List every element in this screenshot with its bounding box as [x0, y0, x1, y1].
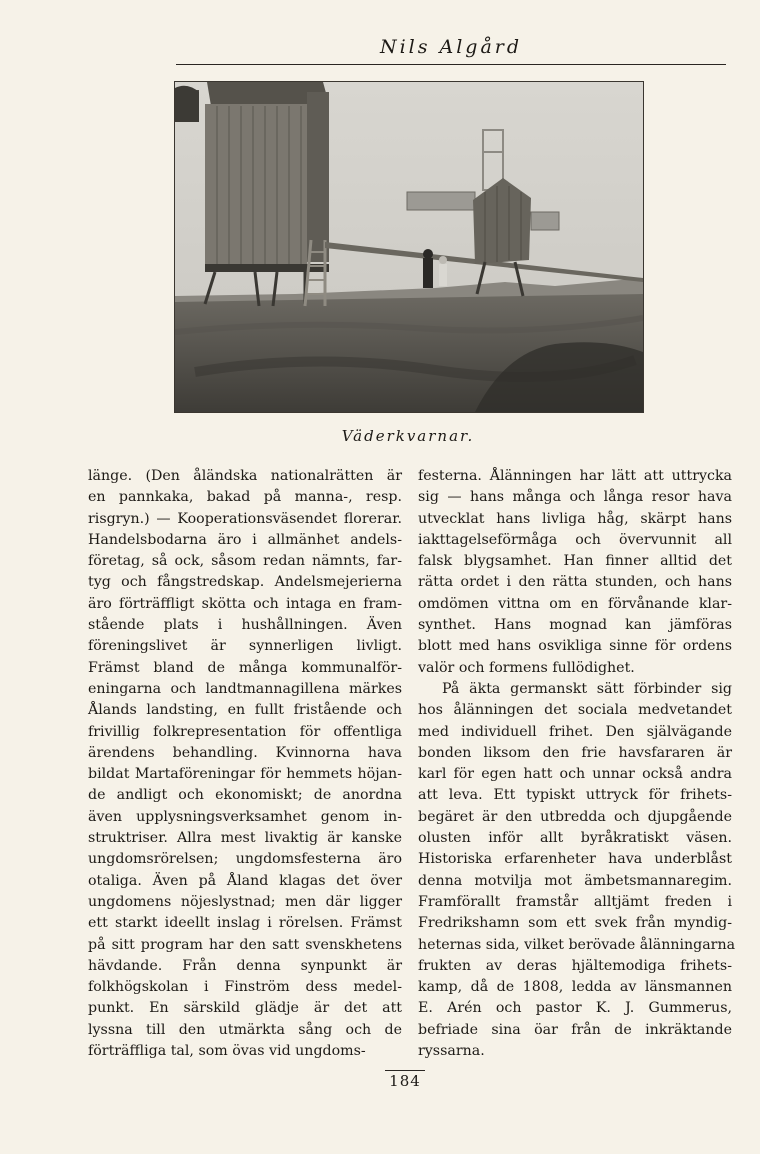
- text-line: stående plats i hushållningen. Även: [88, 617, 402, 634]
- text-line: ryssarna.: [418, 1043, 485, 1060]
- text-line: rätta ordet i den rätta stunden, och hans: [418, 574, 732, 591]
- text-line: tyg och fångstredskap. Andelsmejerierna: [88, 574, 402, 591]
- text-line: otaliga. Även på Åland klagas det över: [88, 872, 402, 889]
- text-line: på sitt program har den satt svenskhetens: [88, 936, 402, 953]
- text-line: föreningslivet är synnerligen livligt.: [88, 638, 402, 655]
- text-line: lyssna till den utmärkta sång och de: [88, 1021, 402, 1038]
- text-line: synthet. Hans mognad kan jämföras: [418, 617, 732, 634]
- text-line: karl för egen hatt och unnar också andra: [418, 766, 732, 783]
- windmill-photo-image: [175, 82, 643, 412]
- text-line: de andligt och ekonomiskt; de anordna: [88, 787, 402, 804]
- text-line: länge. (Den åländska nationalrätten är: [88, 468, 402, 484]
- text-line: ungdomsrörelsen; ungdomsfesterna äro: [88, 851, 402, 868]
- text-line: bonden liksom den frie havsfararen är: [418, 744, 732, 761]
- text-line: frukten av deras hjältemodiga frihets-: [418, 957, 732, 974]
- text-line: heternas sida, vilket berövade ålänningarna: [418, 936, 736, 953]
- text-line: omdömen vittna om en förvånande klar-: [418, 595, 732, 612]
- text-line: festerna. Ålänningen har lätt att uttrycka: [418, 468, 732, 484]
- text-line: struktriser. Allra mest livaktig är kanske: [88, 830, 402, 847]
- text-line: ärendens behandling. Kvinnorna hava: [88, 744, 402, 761]
- text-line: falsk blygsamhet. Han finner alltid det: [418, 553, 732, 570]
- text-line: Historiska erfarenheter hava underblåst: [418, 851, 732, 868]
- left-text-column: [88, 466, 402, 1062]
- running-title: Nils Algård: [379, 36, 523, 58]
- text-line: en pannkaka, bakad på manna-, resp.: [88, 489, 402, 506]
- text-line: Fredrikshamn som ett svek från myndig-: [418, 915, 732, 932]
- text-line: iakttagelseförmåga och övervunnit all: [418, 531, 732, 548]
- text-line: Framförallt framstår alltjämt freden i: [418, 893, 732, 910]
- figure-caption: Väderkvarnar.: [341, 427, 475, 445]
- text-line: olusten inför allt byråkratiskt väsen.: [418, 830, 732, 847]
- page-number: 184: [389, 1072, 421, 1090]
- text-line: denna motvilja mot ämbetsmannaregim.: [418, 872, 732, 889]
- text-line: frivillig folkrepresentation för offentliga: [88, 723, 402, 740]
- text-line: eningarna och landtmannagillena märkes: [88, 680, 402, 697]
- text-line: kamp, då de 1808, ledda av länsmannen: [418, 979, 732, 996]
- text-line: Främst bland de många kommunalför-: [88, 659, 402, 676]
- text-line: E. Arén och pastor K. J. Gummerus,: [418, 1000, 732, 1017]
- text-line: utvecklat hans livliga håg, skärpt hans: [418, 510, 732, 527]
- text-line: ungdomens nöjeslystnad; men där ligger: [88, 893, 402, 910]
- text-line: att leva. Ett typiskt uttryck för frihets-: [418, 787, 732, 804]
- text-line: förträffliga tal, som övas vid ungdoms-: [88, 1043, 366, 1060]
- text-line: begäret är den utbredda och djupgående: [418, 808, 732, 825]
- text-line: hos ålänningen det sociala medvetandet: [418, 702, 732, 719]
- text-line: även upplysningsverksamhet genom in-: [88, 808, 402, 825]
- text-line: företag, så ock, såsom redan nämnts, far-: [88, 553, 402, 570]
- right-text-column: [418, 466, 736, 1062]
- windmill-photograph: [174, 81, 644, 413]
- text-line: blott med hans osvikliga sinne för ordens: [418, 638, 732, 655]
- header-rule: [176, 64, 726, 65]
- text-line: äro förträffligt skötta och intaga en fram-: [88, 595, 402, 612]
- text-line: med individuell frihet. Den självägande: [418, 723, 732, 740]
- text-line: punkt. En särskild glädje är det att: [88, 1000, 402, 1017]
- text-line: Handelsbodarna äro i allmänhet andels-: [88, 531, 402, 548]
- text-line: Ålands landsting, en fullt fristående och: [88, 702, 402, 719]
- text-line: folkhögskolan i Finström dess medel-: [88, 979, 402, 996]
- text-line: hävdande. Från denna synpunkt är: [88, 957, 402, 974]
- text-line: valör och formens fullödighet.: [418, 659, 635, 676]
- text-line: befriade sina öar från de inkräktande: [418, 1021, 732, 1038]
- text-line: ett starkt ideellt inslag i rörelsen. Främst: [88, 915, 402, 932]
- text-line: risgryn.) — Kooperationsväsendet florerar.: [88, 510, 402, 527]
- page-number-rule: [385, 1070, 425, 1071]
- text-line: På äkta germanskt sätt förbinder sig: [442, 680, 732, 697]
- text-line: bildat Martaföreningar för hemmets höjan-: [88, 766, 402, 783]
- text-line: sig — hans många och långa resor hava: [418, 489, 732, 506]
